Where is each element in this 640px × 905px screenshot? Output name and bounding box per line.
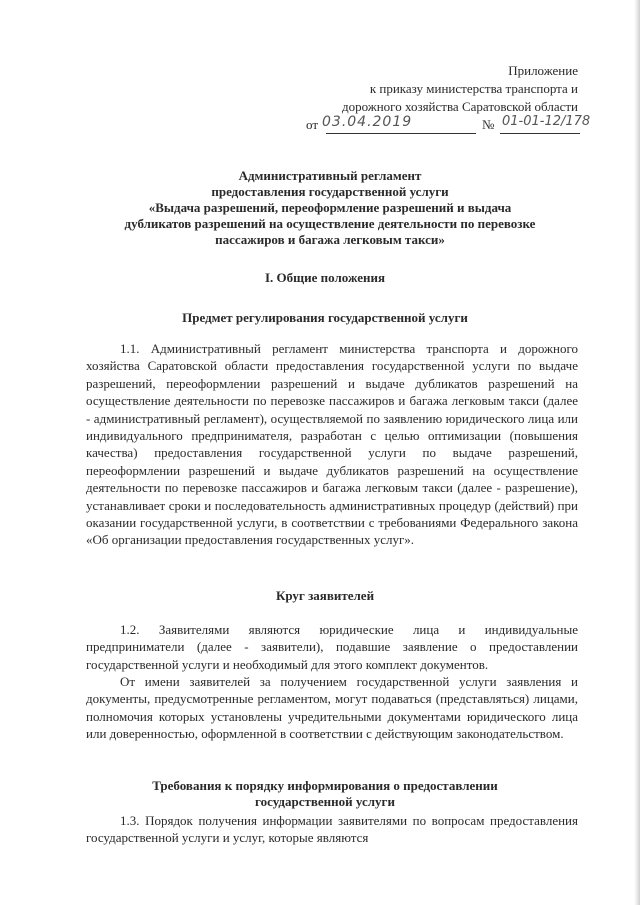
- subject-heading: Предмет регулирования государственной услуги: [182, 310, 468, 325]
- appendix-block: [300, 62, 591, 134]
- order-date-number-line: [300, 114, 591, 134]
- appendix-order-line-2: дорожного хозяйства Саратовской области: [341, 99, 578, 114]
- paragraph-1-3: 1.3. Порядок получения информации заявителями по вопросам предоставления государственной услуги и услуг, которые являются: [86, 813, 578, 846]
- paragraph-1-1: 1.1. Административный регламент министерства транспорта и дорожного хозяйства Саратовской области предоставления государственной услуги по выдаче разрешений, переоформлении разрешений и выдаче дубликатов разрешений на осуществление деятельности по перевозке пассажиров и багажа легковым такси (далее - административный регламент), осуществляемой по заявлению юридического лица или индивидуального предпринимателя, разработан с целью оптимизации (повышения качества) предоставления государственной услуги по выдаче разрешений, переоформлении разрешений и выдаче дубликатов разрешений на осуществление деятельности по перевозке пассажиров и багажа легковым такси (далее - разрешение), устанавливает сроки и последовательность административных процедур (действий) при оказании государственной услуги, в соответствии с требованиями Федерального закона «Об организации предоставления государственных услуг».: [86, 341, 578, 548]
- informing-heading: [60, 778, 590, 810]
- paragraph-1-2: 1.2. Заявителями являются юридические лица и индивидуальные предприниматели (далее - заявители), подавшие заявление о предоставлении государственной услуги и необходимый для этого комплект документов.: [86, 622, 578, 672]
- title-line-5: пассажиров и багажа легковым такси»: [215, 232, 445, 247]
- title-line-4: дубликатов разрешений на осуществление деятельности по перевозке: [124, 216, 536, 231]
- applicants-heading: Круг заявителей: [275, 588, 375, 603]
- document-title: [70, 168, 590, 248]
- date-prefix: от: [306, 117, 319, 132]
- section-heading: I. Общие положения: [265, 270, 385, 285]
- handwritten-date: 03.04.2019: [322, 114, 413, 130]
- paragraph-representatives: От имени заявителей за получением государственной услуги заявления и документы, предусмотренные регламентом, могут подаваться (представляться) лицами, полномочия которых установлены учредительными документами юридического лица или доверенностью, оформленной в соответствии с действующим законодательством.: [86, 674, 578, 742]
- appendix-order-line-1: к приказу министерства транспорта и: [369, 81, 578, 96]
- handwritten-number: 01-01-12/178: [502, 114, 591, 129]
- appendix-title: Приложение: [508, 63, 578, 78]
- scan-edge-shadow: [634, 0, 640, 905]
- title-line-3: «Выдача разрешений, переоформление разрешений и выдача: [148, 200, 512, 215]
- informing-heading-line-1: Требования к порядку информирования о предоставлении: [152, 778, 498, 793]
- title-line-1: Административный регламент: [238, 168, 422, 183]
- title-line-2: предоставления государственной услуги: [211, 184, 449, 199]
- informing-heading-line-2: государственной услуги: [255, 794, 395, 809]
- number-prefix: №: [482, 117, 495, 132]
